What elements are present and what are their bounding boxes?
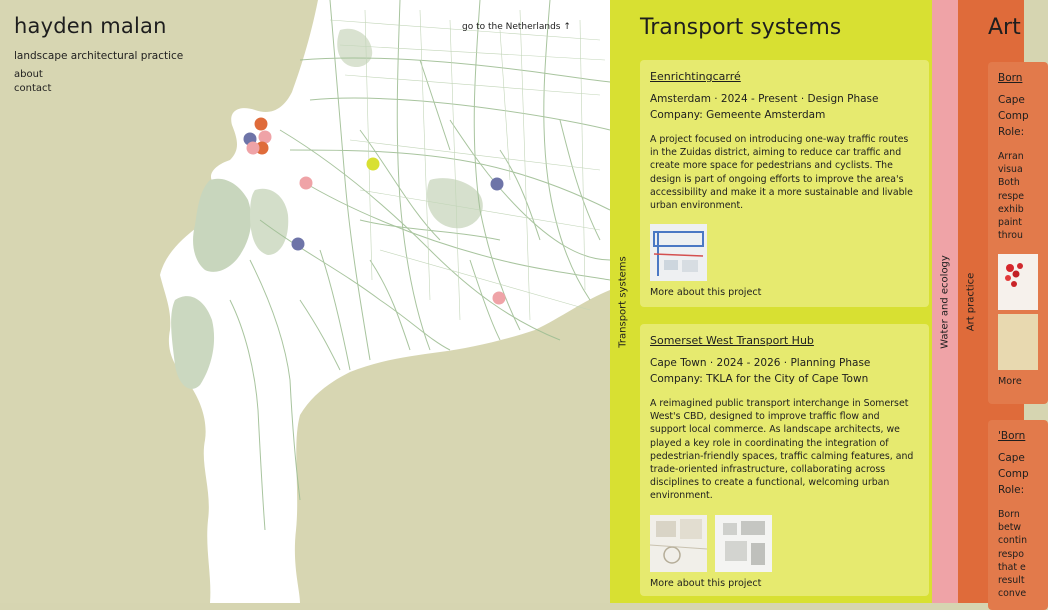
art-description-line: conve — [998, 588, 1027, 600]
nav-contact[interactable]: contact — [14, 83, 52, 94]
project-meta — [650, 355, 919, 387]
art-card — [988, 62, 1048, 404]
project-description-line: create more space for pedestrians and cyclists. The — [650, 160, 893, 172]
project-description-line: in the Zuidas district, aiming to reduce car traffic and — [650, 147, 902, 159]
art-thumbnails — [998, 254, 1038, 370]
art-description-line: Born — [998, 509, 1020, 520]
project-thumbnail-map[interactable] — [650, 224, 707, 281]
marker-ecology-2[interactable] — [491, 178, 504, 191]
tab-transport[interactable] — [610, 0, 636, 603]
art-description-line: respo — [998, 548, 1024, 560]
project-description-line: A reimagined public transport interchange in Somerset — [650, 398, 909, 409]
art-description-line: contin — [998, 535, 1028, 547]
art-more-link[interactable]: More — [998, 376, 1022, 388]
project-description-line: trade-oriented infrastructure, collaborating across — [650, 464, 886, 476]
art-meta-line: Role: — [998, 126, 1025, 138]
art-title-link[interactable]: 'Born — [998, 430, 1026, 442]
panel-art[interactable] — [958, 0, 1029, 603]
project-title-link[interactable]: Somerset West Transport Hub — [650, 334, 814, 347]
project-thumbnail-plan[interactable] — [650, 515, 707, 572]
project-description — [650, 133, 919, 212]
marker-water-3[interactable] — [300, 177, 313, 190]
tab-transport-label: Transport systems — [617, 255, 629, 348]
marker-art-1[interactable] — [255, 118, 268, 131]
tab-water[interactable] — [932, 0, 958, 603]
thumbnail-drawing — [650, 224, 707, 281]
tab-art-label: Art practice — [965, 272, 977, 331]
panel-transport[interactable] — [610, 0, 932, 603]
project-description-line: support local commerce. As landscape architects, we — [650, 424, 900, 436]
project-description-line: pedestrian-friendly spaces, traffic calming features, and — [650, 450, 914, 462]
project-description-line: environment. — [650, 490, 713, 502]
art-description-line: Both — [998, 177, 1020, 189]
art-description — [998, 150, 1048, 242]
marker-transport-1[interactable] — [367, 158, 380, 171]
thumbnail-drawing — [715, 515, 772, 572]
project-company: Company: TKLA for the City of Cape Town — [650, 373, 869, 385]
project-thumbnails — [650, 515, 919, 572]
project-company: Company: Gemeente Amsterdam — [650, 109, 826, 121]
project-description-line: urban environment. — [650, 200, 744, 212]
project-title-link[interactable]: Eenrichtingcarré — [650, 70, 741, 83]
project-meta-line: Cape Town · 2024 - 2026 · Planning Phase — [650, 357, 871, 369]
art-description-line: visua — [998, 164, 1023, 176]
art-card — [988, 420, 1048, 610]
more-about-project-link[interactable]: More about this project — [650, 287, 762, 299]
site-name[interactable]: hayden malan — [14, 14, 167, 38]
thumbnail-drawing — [650, 515, 707, 572]
project-description — [650, 397, 919, 503]
art-meta — [998, 450, 1048, 498]
art-description-line: paint — [998, 217, 1022, 229]
art-thumbnail-gold[interactable] — [998, 314, 1038, 370]
project-description-line: played a key role in coordinating the integration of — [650, 437, 889, 449]
site-nav — [14, 68, 183, 96]
marker-water-2[interactable] — [247, 142, 260, 155]
marker-water-1[interactable] — [259, 131, 272, 144]
art-meta-line: Comp — [998, 110, 1029, 122]
brand-block — [14, 14, 183, 96]
art-meta-line: Comp — [998, 468, 1029, 480]
art-thumbnail-red[interactable] — [998, 254, 1038, 310]
art-description-line: exhib — [998, 203, 1024, 215]
thumbnail-drawing — [998, 254, 1038, 310]
project-thumbnails — [650, 224, 919, 281]
more-about-project-link[interactable]: More about this project — [650, 577, 762, 589]
project-card — [640, 60, 929, 307]
art-meta-line: Cape — [998, 452, 1025, 464]
art-description-line: Arran — [998, 151, 1024, 162]
art-description-line: betw — [998, 522, 1022, 534]
art-meta-line: Cape — [998, 94, 1025, 106]
project-description-line: West's CBD, designed to improve traffic flow and — [650, 411, 880, 423]
art-description-line: that e — [998, 561, 1026, 573]
project-meta — [650, 91, 919, 123]
art-description-line: result — [998, 575, 1025, 587]
tab-art[interactable] — [958, 0, 984, 603]
art-description — [998, 508, 1048, 600]
art-meta — [998, 92, 1048, 140]
panel-water[interactable] — [932, 0, 958, 603]
project-description-line: accessibility and make it a more sustainable and livable — [650, 186, 913, 198]
project-card — [640, 324, 929, 596]
project-description-line: design is part of ongoing efforts to improve the area's — [650, 173, 904, 185]
panel-transport-title: Transport systems — [640, 15, 842, 40]
marker-water-4[interactable] — [493, 292, 506, 305]
goto-netherlands-link[interactable]: go to the Netherlands ↑ — [462, 22, 571, 32]
project-description-line: A project focused on introducing one-way traffic routes — [650, 134, 909, 145]
marker-ecology-3[interactable] — [292, 238, 305, 251]
project-description-line: disciplines to create a functional, welcoming urban — [650, 477, 890, 489]
art-description-line: respe — [998, 190, 1025, 202]
art-description-line: throu — [998, 230, 1023, 242]
nav-about[interactable]: about — [14, 69, 43, 80]
art-title-link[interactable]: Born — [998, 72, 1023, 84]
project-thumbnail-plan[interactable] — [715, 515, 772, 572]
site-tagline: landscape architectural practice — [14, 50, 184, 62]
project-meta-line: Amsterdam · 2024 - Present · Design Phase — [650, 93, 879, 105]
panel-art-title: Art — [988, 15, 1021, 40]
art-meta-line: Role: — [998, 484, 1025, 496]
tab-water-label: Water and ecology — [939, 254, 951, 349]
